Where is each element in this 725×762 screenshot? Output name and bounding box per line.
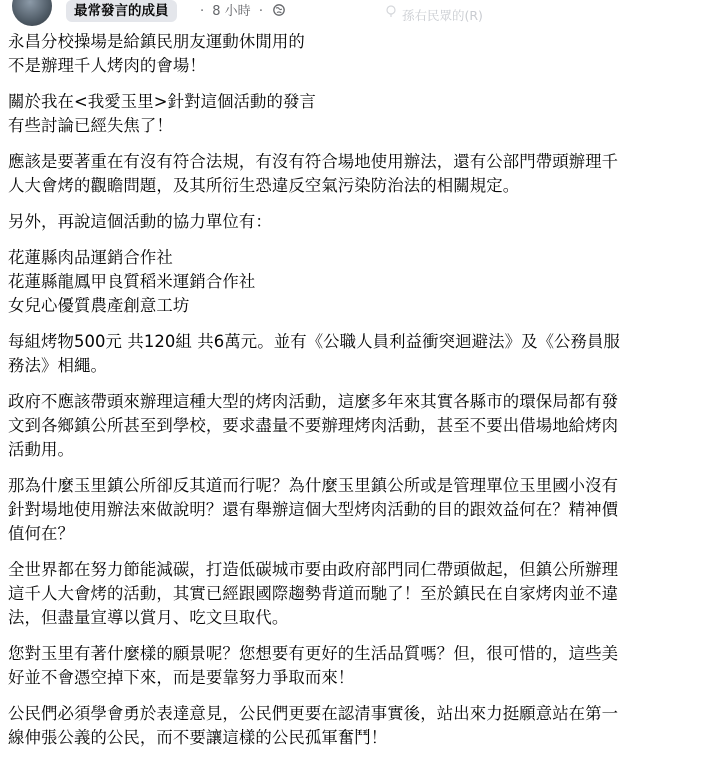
post-text-line: 每組烤物500元 共120組 共6萬元。並有《公職人員利益衝突迴避法》及《公務員服 — [8, 332, 621, 351]
post-text-line: 務法》相繩。 — [8, 356, 107, 375]
separator-dot-2: · — [258, 4, 263, 19]
post-paragraph — [8, 474, 720, 546]
post-text-line: 公民們必須學會勇於表達意見，公民們更要在認清事實後，站出來力挺願意站在第一 — [8, 704, 619, 723]
post-text-line: 法，但盡量宣導以賞月、吃文旦取代。 — [8, 608, 289, 627]
post-text-line: 活動用。 — [8, 440, 74, 459]
post-text-line: 那為什麼玉里鎮公所卻反其道而行呢？為什麼玉里鎮公所或是管理單位玉里國小沒有 — [8, 476, 619, 495]
post-paragraph — [8, 30, 720, 78]
post-body — [8, 30, 720, 762]
post-paragraph — [8, 330, 720, 378]
post-header — [0, 0, 725, 26]
post-meta — [196, 2, 285, 22]
post-text-line: 文到各鄉鎮公所甚至到學校，要求盡量不要辦理烤肉活動，甚至不要出借場地給烤肉 — [8, 416, 619, 435]
post-text-line: 針對場地使用辦法來做說明？還有舉辦這個大型烤肉活動的目的跟效益何在？精神價 — [8, 500, 619, 519]
post-paragraph — [8, 390, 720, 462]
post-text-line: 好並不會憑空掉下來，而是要靠努力爭取而來！ — [8, 668, 355, 687]
avatar[interactable] — [12, 0, 52, 26]
post-text-line: 永昌分校操場是給鎮民朋友運動休閒用的 — [8, 32, 305, 51]
post-text-line: 值何在？ — [8, 524, 74, 543]
post-paragraph — [8, 558, 720, 630]
post-paragraph — [8, 210, 720, 234]
post-paragraph — [8, 702, 720, 750]
post-text-line: 關於我在<我愛玉里>針對這個活動的發言 — [8, 92, 317, 111]
post-text-line: 線伸張公義的公民，而不要讓這樣的公民孤軍奮鬥！ — [8, 728, 388, 747]
post-text-line: 政府不應該帶頭來辦理這種大型的烤肉活動，這麼多年來其實各縣市的環保局都有發 — [8, 392, 619, 411]
post-text-line: 另外，再說這個活動的協力單位有： — [8, 212, 272, 231]
separator-dot: · — [200, 4, 205, 19]
post-paragraph — [8, 90, 720, 138]
post-paragraph — [8, 642, 720, 690]
post-paragraph — [8, 150, 720, 198]
post-text-line: 這千人大會烤的活動，其實已經跟國際趨勢背道而馳了！至於鎮民在自家烤肉並不違 — [8, 584, 619, 603]
post-text-line: 全世界都在努力節能減碳，打造低碳城市要由政府部門同仁帶頭做起，但鎮公所辦理 — [8, 560, 619, 579]
post-text-line: 人大會烤的觀瞻問題，及其所衍生恐違反空氣污染防治法的相關規定。 — [8, 176, 520, 195]
post-paragraph — [8, 246, 720, 318]
post-text-line: 不是辦理千人烤肉的會場！ — [8, 56, 206, 75]
post-text-line: 有些討論已經失焦了！ — [8, 116, 173, 135]
watermark-text: 孫右民眾的(R) — [402, 8, 483, 23]
member-badge[interactable]: 最常發言的成員 — [66, 0, 177, 22]
globe-icon[interactable] — [273, 4, 285, 16]
pin-icon — [384, 4, 398, 18]
post-text-line: 女兒心優質農產創意工坊 — [8, 296, 190, 315]
post-text-line: 應該是要著重在有沒有符合法規，有沒有符合場地使用辦法，還有公部門帶頭辦理千 — [8, 152, 619, 171]
post-time[interactable]: 8 小時 — [212, 4, 251, 19]
post-text-line: 花蓮縣龍鳳甲良質稻米運銷合作社 — [8, 272, 256, 291]
post-text-line: 您對玉里有著什麼樣的願景呢？您想要有更好的生活品質嗎？但，很可惜的，這些美 — [8, 644, 619, 663]
post-text-line: 花蓮縣肉品運銷合作社 — [8, 248, 173, 267]
